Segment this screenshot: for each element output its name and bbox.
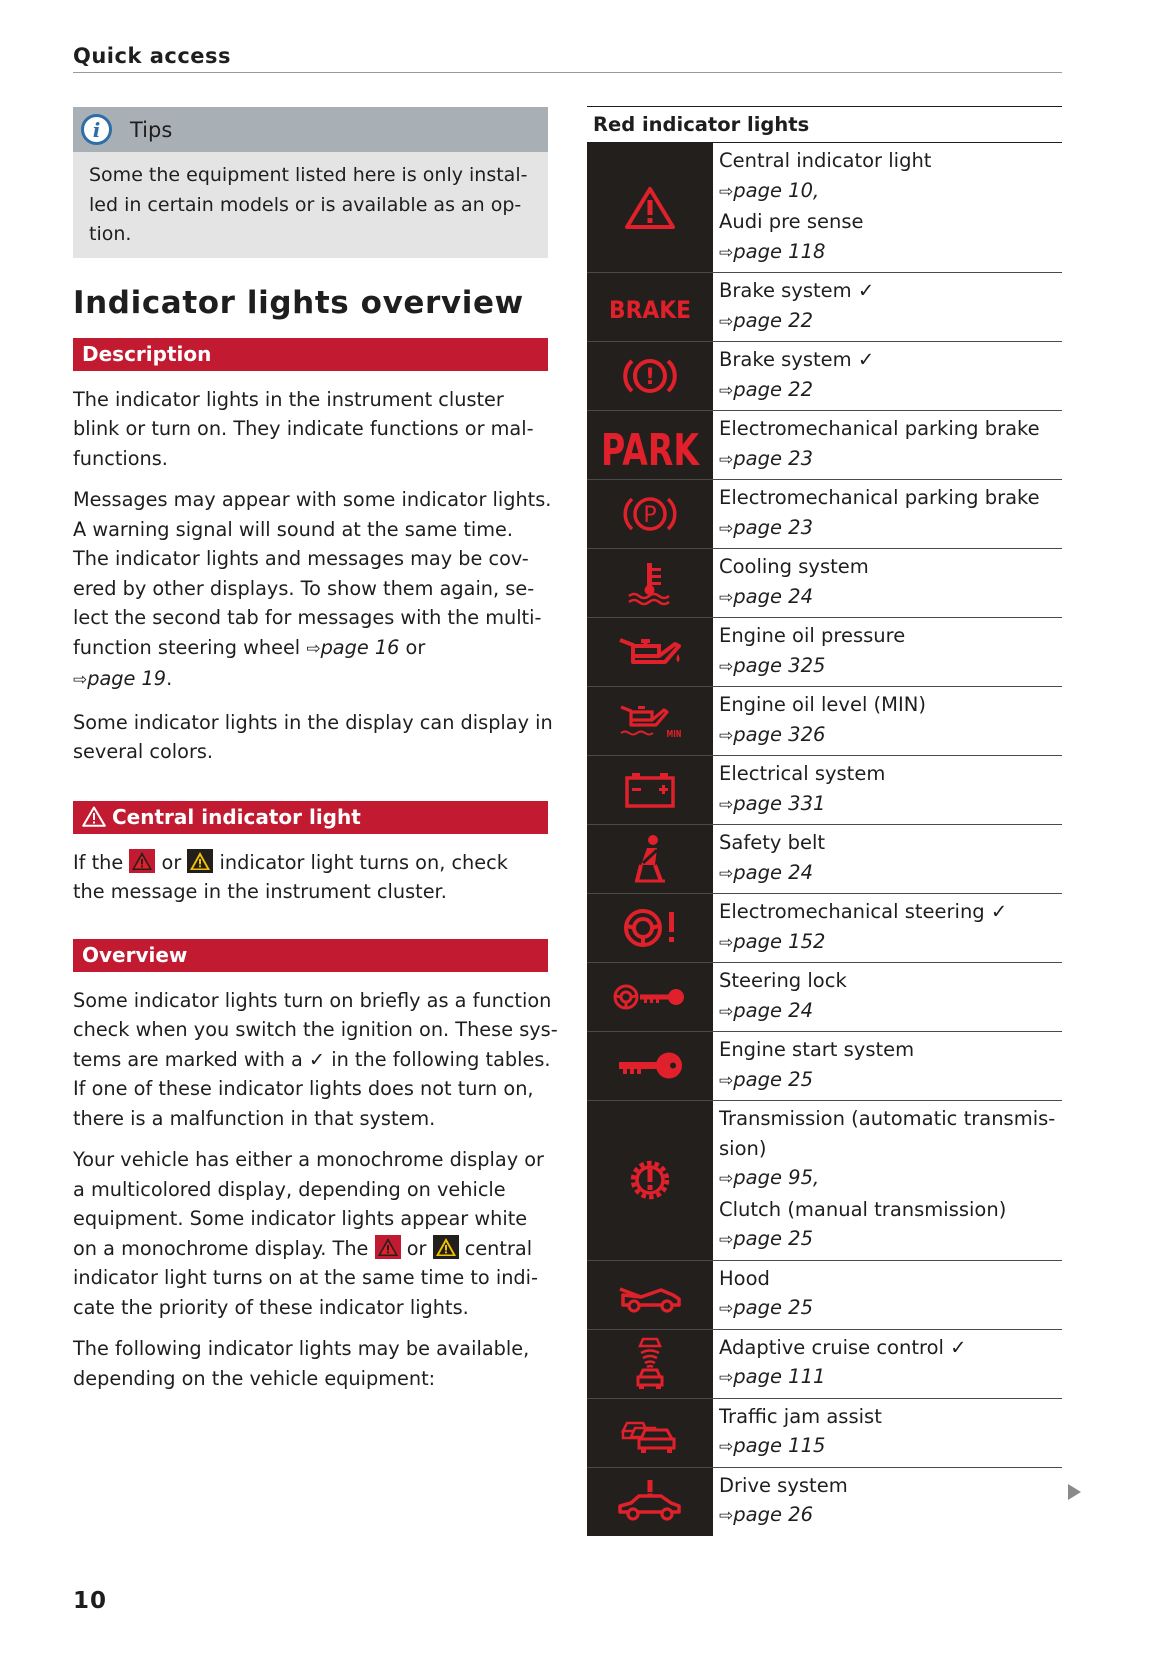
arrow-right-icon: ⇨ [719, 311, 734, 332]
arrow-right-icon: ⇨ [719, 1506, 734, 1526]
indicator-label: Electromechanical parking brake [719, 417, 1040, 440]
page-ref-link[interactable]: ⇨page 25 [719, 1296, 813, 1319]
arrow-right-icon: ⇨ [719, 181, 734, 202]
traffic-jam-assist-icon [587, 1399, 713, 1467]
overview-paragraph-3: The following indicator lights may be available, depending on the vehicle equipment: [73, 1337, 530, 1390]
page-ref-link[interactable]: ⇨page 325 [719, 653, 826, 677]
page-ref-link[interactable]: ⇨page 152 [719, 929, 826, 953]
tips-text: Some the equipment listed here is only instal- led in certain models or is available as an op- tion. [89, 164, 528, 245]
indicator-label: sion) [719, 1136, 767, 1160]
arrow-right-icon: ⇨ [719, 656, 734, 677]
page-ref-link[interactable]: ⇨page 10, [719, 178, 820, 202]
table-row [587, 480, 1062, 549]
indicator-label: Traffic jam assist [719, 1404, 882, 1428]
tips-header [73, 107, 548, 152]
indicator-label: Steering lock [719, 969, 847, 992]
arrow-right-icon: ⇨ [719, 449, 734, 470]
arrow-right-icon: ⇨ [719, 794, 734, 815]
oil-level-min-icon [587, 687, 713, 755]
arrow-right-icon: ⇨ [719, 1001, 734, 1022]
indicator-description [713, 1330, 1062, 1398]
indicator-label: Cooling system [719, 555, 869, 578]
page-ref-link[interactable]: ⇨page 331 [719, 791, 826, 815]
page-ref-link[interactable]: ⇨page 22 [719, 377, 813, 401]
page-ref-link[interactable]: ⇨page 111 [719, 1365, 826, 1388]
indicator-label: Clutch (manual transmission) [719, 1197, 1007, 1221]
red-warning-icon [129, 849, 155, 873]
indicator-label: Electromechanical parking brake [719, 486, 1040, 509]
table-row [587, 825, 1062, 894]
page-ref-link[interactable]: ⇨page 25 [719, 1227, 813, 1250]
arrow-right-icon: ⇨ [719, 1070, 734, 1091]
overview-paragraph-1: Some indicator lights turn on briefly as a function check when you switch the ignition on. These sys- tems are marked with a ✓ in the following tables. If one of these indicator lights does not turn on, there is a malfunction in that system. [73, 988, 558, 1130]
indicator-description [713, 549, 1062, 617]
oil-can-icon [587, 618, 713, 686]
svg-text:PARK: PARK [601, 425, 701, 473]
arrow-right-icon: ⇨ [719, 1437, 734, 1457]
indicator-description [713, 411, 1062, 479]
arrow-right-icon: ⇨ [719, 1299, 734, 1319]
table-row [587, 1399, 1062, 1468]
indicator-description [713, 618, 1062, 686]
indicator-description [713, 1399, 1062, 1467]
indicator-label: Hood [719, 1266, 770, 1290]
indicator-description [713, 273, 1062, 341]
indicator-description [713, 1032, 1062, 1100]
page-ref-link[interactable]: ⇨page 24 [719, 584, 813, 608]
adaptive-cruise-icon [587, 1330, 713, 1398]
page-ref-link[interactable]: ⇨page 24 [719, 998, 813, 1022]
overview-paragraph-2: Your vehicle has either a monochrome display or a multicolored display, depending on vehicle equipment. Some indicator lights appear white on a monochrome display. The or central indicator light turns on at the same time to indi- cate the priority of these indicator lights. [73, 1148, 544, 1319]
coolant-temperature-icon [587, 549, 713, 617]
indicator-description [713, 1468, 1062, 1536]
steering-warning-icon [587, 894, 713, 962]
brake-text-icon [587, 273, 713, 341]
indicator-description [713, 480, 1062, 548]
info-icon: i [81, 114, 112, 145]
key-icon [587, 1032, 713, 1100]
yellow-warning-icon [433, 1235, 459, 1259]
parking-brake-circle-icon [587, 480, 713, 548]
arrow-right-icon: ⇨ [719, 725, 734, 746]
table-row [587, 273, 1062, 342]
page-ref-link[interactable]: ⇨page 115 [719, 1434, 826, 1457]
indicator-label: Drive system [719, 1473, 848, 1497]
indicator-description [713, 342, 1062, 410]
page-ref-link[interactable]: ⇨page 24 [719, 860, 813, 884]
table-row [587, 894, 1062, 963]
indicator-label: Brake system ✓ [719, 279, 875, 302]
red-warning-icon [375, 1235, 401, 1259]
tips-title: Tips [130, 117, 173, 142]
section-header: Quick access [73, 44, 1062, 73]
table-row [587, 618, 1062, 687]
central-indicator-text: If the or indicator light turns on, check the message in the instrument cluster. [73, 850, 508, 903]
next-page-arrow-icon[interactable] [1068, 1484, 1081, 1500]
svg-text:MIN: MIN [666, 729, 682, 740]
indicator-label: Brake system ✓ [719, 348, 875, 371]
page-ref-link[interactable]: page 19 [87, 667, 167, 690]
svg-text:P: P [643, 503, 657, 528]
page-title: Indicator lights overview [73, 284, 524, 321]
page-ref-link[interactable]: ⇨page 118 [719, 239, 826, 263]
indicator-description [713, 963, 1062, 1031]
description-paragraph-2: Messages may appear with some indicator lights. A warning signal will sound at the same time. The indicator lights and messages may be cov- ered by other displays. To show them again, se- lect the second tab for messages with the multi- function steering wheel ⇨page 16 or ⇨page 19. [73, 488, 552, 690]
arrow-right-icon: ⇨ [719, 1368, 734, 1388]
arrow-right-icon: ⇨ [719, 518, 734, 539]
tips-box [73, 107, 548, 258]
indicator-label: Engine start system [719, 1038, 915, 1061]
svg-text:!: ! [644, 365, 656, 390]
page-ref-link[interactable]: ⇨page 326 [719, 722, 826, 746]
page-ref-link[interactable]: ⇨page 23 [719, 515, 813, 539]
arrow-right-icon: ⇨ [73, 670, 88, 690]
arrow-right-icon: ⇨ [306, 638, 321, 659]
page-ref-link[interactable]: ⇨page 26 [719, 1503, 813, 1526]
page-ref-link[interactable]: ⇨page 22 [719, 308, 813, 332]
page-ref-link[interactable]: page 16 [320, 635, 400, 659]
table-row [587, 411, 1062, 480]
arrow-right-icon: ⇨ [719, 1169, 734, 1189]
hood-open-icon [587, 1261, 713, 1329]
steering-lock-icon [587, 963, 713, 1031]
arrow-right-icon: ⇨ [719, 863, 734, 884]
park-text-icon [587, 411, 713, 479]
table-row [587, 549, 1062, 618]
warning-triangle-icon [587, 143, 713, 272]
transmission-gear-icon [587, 1101, 713, 1260]
table-row [587, 342, 1062, 411]
warning-triangle-icon [82, 806, 106, 827]
arrow-right-icon: ⇨ [719, 380, 734, 401]
arrow-right-icon: ⇨ [719, 932, 734, 953]
left-column [73, 107, 558, 1393]
page-ref-link[interactable]: ⇨page 25 [719, 1067, 813, 1091]
check-icon: ✓ [308, 1047, 326, 1071]
indicator-label: Electrical system [719, 762, 886, 785]
table-row [587, 1468, 1062, 1536]
battery-icon [587, 756, 713, 824]
brake-circle-icon [587, 342, 713, 410]
yellow-warning-icon [187, 849, 213, 873]
table-row [587, 143, 1062, 273]
indicator-description [713, 687, 1062, 755]
red-indicator-table [587, 106, 1062, 1536]
indicator-label: Central indicator light [719, 149, 932, 172]
indicator-label: Safety belt [719, 831, 826, 854]
page-ref-link[interactable]: ⇨page 23 [719, 446, 813, 470]
seat-belt-icon [587, 825, 713, 893]
svg-text:BRAKE: BRAKE [609, 296, 691, 324]
table-row [587, 963, 1062, 1032]
table-row [587, 687, 1062, 756]
indicator-label: Electromechanical steering ✓ [719, 900, 1008, 923]
indicator-description [713, 1101, 1062, 1260]
table-row [587, 1101, 1062, 1261]
description-paragraph-3: Some indicator lights in the display can display in several colors. [73, 710, 553, 763]
description-paragraph-1: The indicator lights in the instrument cluster blink or turn on. They indicate functions or mal- functions. [73, 387, 534, 470]
drive-system-icon [587, 1468, 713, 1536]
table-row [587, 1032, 1062, 1101]
indicator-label: Engine oil pressure [719, 624, 906, 647]
arrow-right-icon: ⇨ [719, 1230, 734, 1250]
page-number: 10 [73, 1588, 108, 1614]
table-row [587, 1261, 1062, 1330]
table-row [587, 1330, 1062, 1399]
indicator-description [713, 894, 1062, 962]
overview-heading: Overview [73, 939, 548, 972]
indicator-label: Transmission (automatic transmis- [719, 1107, 1056, 1130]
indicator-description [713, 825, 1062, 893]
indicator-label: Engine oil level (MIN) [719, 693, 926, 716]
description-heading: Description [73, 338, 548, 371]
arrow-right-icon: ⇨ [719, 587, 734, 608]
table-header: Red indicator lights [587, 106, 1062, 143]
indicator-label: Adaptive cruise control ✓ [719, 1335, 967, 1359]
table-row [587, 756, 1062, 825]
arrow-right-icon: ⇨ [719, 242, 734, 263]
indicator-label: Audi pre sense [719, 210, 864, 233]
indicator-description [713, 1261, 1062, 1329]
central-indicator-heading: Central indicator light [73, 801, 548, 834]
page-ref-link[interactable]: ⇨page 95, [719, 1166, 820, 1189]
indicator-description [713, 756, 1062, 824]
indicator-description [713, 143, 1062, 272]
